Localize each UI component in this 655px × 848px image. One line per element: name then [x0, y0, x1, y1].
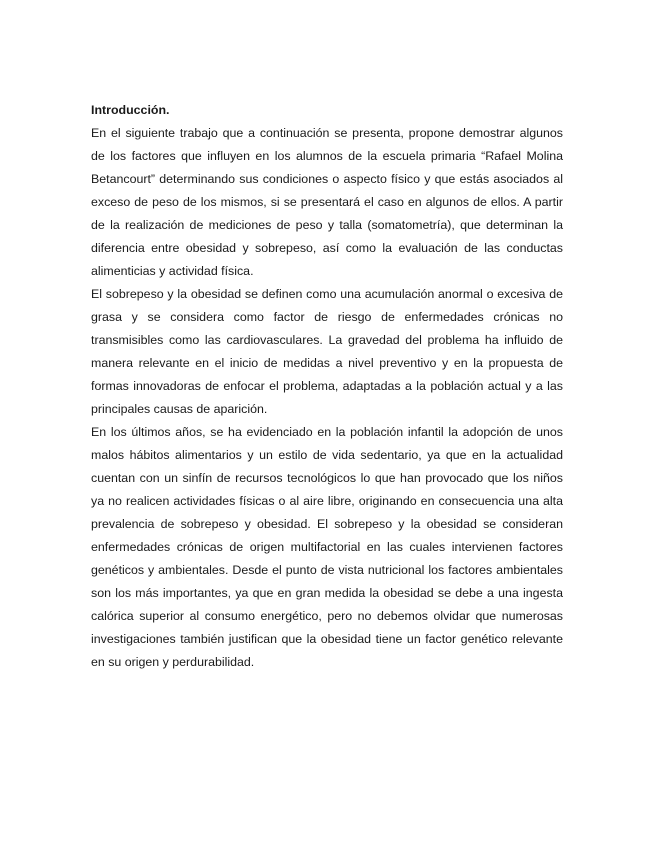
- section-heading: Introducción.: [91, 103, 170, 117]
- paragraph-introduction: En el siguiente trabajo que a continuación se presenta, propone demostrar algunos de los factores que influyen en los alumnos de la escuela primaria “Rafael Molina Betancourt” determinando sus condiciones o aspecto físico y que estás asociados al exceso de peso de los mismos, si se presentará el caso en algunos de ellos. A partir de la realización de mediciones de peso y talla (somatometría), que determinan la diferencia entre obesidad y sobrepeso, así como la evaluación de las conductas alimenticias y actividad física.: [91, 126, 563, 278]
- document-body: [91, 99, 563, 674]
- paragraph-causes: En los últimos años, se ha evidenciado en la población infantil la adopción de unos malos hábitos alimentarios y un estilo de vida sedentario, ya que en la actualidad cuentan con un sinfín de recursos tecnológicos lo que han provocado que los niños ya no realicen actividades físicas o al aire libre, originando en consecuencia una alta prevalencia de sobrepeso y obesidad. El sobrepeso y la obesidad se consideran enfermedades crónicas de origen multifactorial en las cuales intervienen factores genéticos y ambientales. Desde el punto de vista nutricional los factores ambientales son los más importantes, ya que en gran medida la obesidad se debe a una ingesta calórica superior al consumo energético, pero no debemos olvidar que numerosas investigaciones también justifican que la obesidad tiene un factor genético relevante en su origen y perdurabilidad.: [91, 425, 563, 669]
- paragraph-definition: El sobrepeso y la obesidad se definen como una acumulación anormal o excesiva de grasa y se considera como factor de riesgo de enfermedades crónicas no transmisibles como las cardiovasculares. La gravedad del problema ha influido de manera relevante en el inicio de medidas a nivel preventivo y en la propuesta de formas innovadoras de enfocar el problema, adaptadas a la población actual y a las principales causas de aparición.: [91, 287, 563, 416]
